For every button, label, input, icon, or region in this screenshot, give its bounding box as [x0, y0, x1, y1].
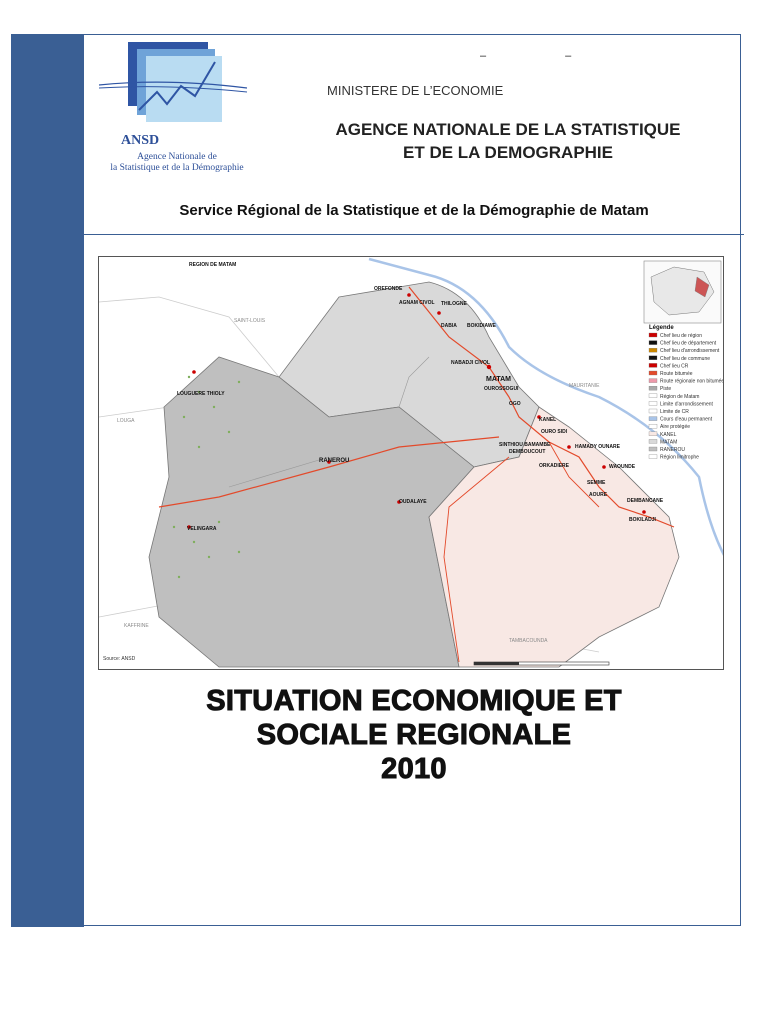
legend-item: Route régionale non bitumée — [660, 378, 725, 385]
title-line-3: 2010 — [381, 753, 447, 785]
svg-text:BOKIDIAWE: BOKIDIAWE — [467, 323, 496, 329]
legend-swatch — [649, 409, 657, 413]
legend-swatch — [649, 394, 657, 398]
svg-text:OUROSSOGUI: OUROSSOGUI — [484, 386, 519, 392]
legend-item: Limite d'arrondissement — [660, 401, 713, 408]
legend-item: Piste — [660, 386, 672, 393]
legend-swatch — [649, 447, 657, 451]
legend-item: Limite de CR — [660, 409, 689, 415]
legend-swatch — [649, 455, 657, 459]
document-title — [84, 684, 744, 786]
svg-text:KANEL: KANEL — [539, 417, 557, 423]
svg-text:OGO: OGO — [509, 401, 521, 407]
legend-swatch — [649, 424, 657, 428]
logo-subtitle-line1: Agence Nationale de — [137, 152, 217, 162]
svg-text:DEMBOUCOUT: DEMBOUCOUT — [509, 449, 546, 455]
legend-swatch — [649, 379, 657, 383]
header-dashes: – – — [480, 50, 610, 62]
svg-text:OREFONDE: OREFONDE — [374, 286, 403, 292]
legend-item: Chef lieu de commune — [660, 355, 711, 362]
legend-item: Région de Matam — [660, 393, 700, 400]
region-map — [98, 256, 724, 670]
svg-text:HAMADY OUNARE: HAMADY OUNARE — [575, 444, 620, 450]
agency-name — [270, 118, 746, 164]
legend-item: Aire protégée — [660, 424, 691, 431]
svg-text:WAOUNDE: WAOUNDE — [609, 464, 636, 470]
legend-swatch — [649, 341, 657, 345]
svg-text:OURO SIDI: OURO SIDI — [541, 429, 568, 435]
agency-line2: ET DE LA DEMOGRAPHIE — [403, 143, 613, 162]
map-graphic — [99, 257, 724, 670]
legend-title: Légende — [649, 325, 674, 331]
svg-text:MAURITANIE: MAURITANIE — [569, 383, 600, 389]
legend-item: Chef lieu d'arrondissement — [660, 348, 720, 355]
svg-text:VELINGARA: VELINGARA — [187, 526, 217, 532]
legend-swatch — [649, 401, 657, 405]
svg-text:OUDALAYE: OUDALAYE — [399, 499, 427, 505]
legend-item: Cours d'eau permanent — [660, 416, 713, 423]
svg-text:KAFFRINE: KAFFRINE — [124, 623, 149, 629]
svg-text:LOUGUERE THIOLY: LOUGUERE THIOLY — [177, 391, 225, 397]
svg-text:THILOGNE: THILOGNE — [441, 301, 467, 307]
legend-swatch — [649, 348, 657, 352]
svg-text:DABIA: DABIA — [441, 323, 457, 329]
legend-swatch — [649, 371, 657, 375]
svg-text:AGNAM CIVOL: AGNAM CIVOL — [399, 300, 435, 306]
svg-text:ORKADIERE: ORKADIERE — [539, 463, 570, 469]
svg-text:BOKILADJI: BOKILADJI — [629, 517, 656, 523]
legend-item: Chef lieu de département — [660, 340, 717, 347]
svg-text:SINTHIOU BAMAMBE: SINTHIOU BAMAMBE — [499, 442, 551, 448]
legend-swatch — [649, 363, 657, 367]
legend-item: Région limitrophe — [660, 454, 699, 461]
svg-text:SEMME: SEMME — [587, 480, 606, 486]
ministry-label: MINISTERE DE L’ECONOMIE — [327, 83, 504, 98]
legend-item: KANEL — [660, 431, 677, 438]
title-line-2: SOCIALE REGIONALE — [256, 719, 572, 751]
map-title: REGION DE MATAM — [189, 262, 237, 268]
legend-swatch — [649, 333, 657, 337]
title-line-1: SITUATION ECONOMIQUE ET — [206, 685, 622, 717]
svg-text:DEMBANCANE: DEMBANCANE — [627, 498, 664, 504]
svg-text:SAINT-LOUIS: SAINT-LOUIS — [234, 318, 266, 324]
legend-swatch — [649, 356, 657, 360]
svg-text:TAMBACOUNDA: TAMBACOUNDA — [509, 638, 548, 644]
ansd-logo-graphic — [97, 40, 257, 135]
legend-swatch — [649, 417, 657, 421]
legend-item: Chef lieu CR — [660, 363, 689, 370]
logo-title: ANSD — [121, 133, 160, 148]
legend-swatch — [649, 432, 657, 436]
svg-text:AOURE: AOURE — [589, 492, 608, 498]
svg-text:RANEROU: RANEROU — [319, 458, 350, 464]
svg-text:Source: ANSD: Source: ANSD — [103, 656, 136, 662]
legend-item: MATAM — [660, 439, 678, 446]
logo-subtitle-line2: la Statistique et de la Démographie — [110, 163, 244, 173]
legend-item: Chef lieu de région — [660, 333, 702, 339]
svg-text:LOUGA: LOUGA — [117, 418, 135, 424]
left-color-band — [11, 34, 84, 927]
logo-subtitle — [100, 152, 254, 174]
legend-item: RANEROU — [660, 447, 686, 453]
service-title: Service Régional de la Statistique et de la Démographie de Matam — [179, 202, 649, 219]
map-legend — [649, 333, 724, 461]
agency-line1: AGENCE NATIONALE DE LA STATISTIQUE — [335, 120, 681, 139]
header-divider — [84, 234, 744, 235]
legend-swatch — [649, 439, 657, 443]
svg-text:NABADJI CIVOL: NABADJI CIVOL — [451, 360, 490, 366]
svg-text:MATAM: MATAM — [486, 376, 512, 383]
legend-swatch — [649, 386, 657, 390]
legend-item: Route bitumée — [660, 371, 693, 377]
